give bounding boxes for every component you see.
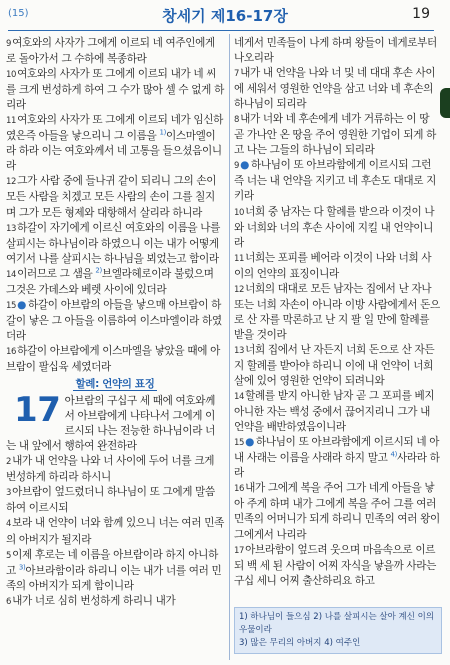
verse-number: 14 bbox=[6, 269, 17, 280]
verse bbox=[6, 298, 224, 344]
verse bbox=[6, 67, 224, 113]
verse-number: 17 bbox=[234, 545, 245, 556]
verse bbox=[6, 344, 224, 375]
verse-text: 내가 그에게 복을 주어 그가 네게 아들을 낳아 주게 하며 내가 그에게 복을 주어 그를 여러 민족의 어머니가 되게 하리니 민족의 여러 왕이 그에게서 나리라 bbox=[234, 482, 440, 541]
verse-text: 사라라 하라 bbox=[234, 452, 440, 480]
verse-text: 너희 집에서 난 자든지 너희 돈으로 산 자든지 할례를 받아야 하리니 이에 내 언약이 너희 살에 있어 영원한 언약이 되려니와 bbox=[234, 343, 435, 388]
chapter-17-verses bbox=[6, 390, 224, 610]
verse-number: 3 bbox=[6, 488, 12, 499]
right-column bbox=[234, 36, 440, 589]
verse-number: 13 bbox=[6, 223, 17, 234]
verse-number: 9 bbox=[234, 161, 240, 172]
verse-text: 너희는 포피를 베어라 이것이 나와 너희 사이의 언약의 표징이니라 bbox=[234, 251, 432, 280]
verse-text: 브엘라헤로이라 불렀으며 그것은 가데스와 베렛 사이에 있더라 bbox=[6, 267, 214, 296]
footnote-line: 3) 많은 무리의 아버지 4) 여주인 bbox=[239, 638, 361, 648]
verse bbox=[6, 594, 224, 610]
verse-text: 여호와의 사자가 또 그에게 이르되 네가 임신하였은즉 아들을 낳으리니 그 이름을 bbox=[6, 114, 224, 143]
page-number: 19 bbox=[412, 6, 430, 22]
verse bbox=[6, 221, 224, 267]
verse-text: 여호와의 사자가 또 그에게 이르되 내가 네 씨를 크게 번성하게 하여 그 수가 많아 셀 수 없게 하리라 bbox=[6, 68, 224, 112]
verse-text: 내가 내 언약을 나와 너 사이에 두어 너를 크게 번성하게 하리라 하시니 bbox=[6, 455, 215, 484]
verse-number: 16 bbox=[234, 484, 245, 495]
verse-number: 12 bbox=[234, 284, 245, 295]
verse-number: 16 bbox=[6, 346, 17, 357]
verse-text: 보라 내 언약이 너와 함께 있으니 너는 여러 민족의 아버지가 될지라 bbox=[6, 517, 224, 546]
footnote-marker: 3) bbox=[18, 563, 26, 572]
verse-number: 15 bbox=[234, 438, 245, 449]
footnote-line: 1) 하나님이 들으심 2) 나를 살피시는 살아 계신 이의 우물이라 bbox=[239, 612, 435, 635]
page-title: 창세기 제16-17장 bbox=[162, 7, 288, 25]
paragraph-bullet-icon: ● bbox=[240, 159, 249, 172]
verse-number: 10 bbox=[234, 207, 245, 218]
footnotes-box bbox=[234, 607, 442, 654]
verse-text: 내가 너로 심히 번성하게 하리니 내가 bbox=[12, 594, 176, 607]
verse-text: 하갈이 아브람의 아들을 낳으매 아브람이 하갈이 낳은 그 아들을 이름하여 이스마엘이라 하였더라 bbox=[6, 298, 222, 342]
verse bbox=[234, 282, 440, 343]
paragraph-bullet-icon: ● bbox=[17, 298, 27, 311]
footnote-marker: 1) bbox=[159, 128, 166, 137]
verse bbox=[234, 481, 440, 542]
page-header bbox=[0, 0, 450, 30]
verse bbox=[6, 36, 224, 67]
verse-text: 내가 내 언약을 나와 너 및 네 대대 후손 사이에 세워서 영원한 언약을 삼고 너와 네 후손의 하나님이 되리라 bbox=[234, 67, 436, 111]
verse-text: 할례를 받지 아니한 남자 곧 그 포피를 베지 아니한 자는 백성 중에서 끊어지리니 그가 내 언약을 배반하였음이니라 bbox=[234, 390, 435, 434]
verse-text: 너희의 대대로 모든 남자는 집에서 난 자나 또는 너희 자손이 아니라 이방 사람에게서 돈으로 산 자를 막론하고 난 지 팔 일 만에 할례를 받을 것이라 bbox=[234, 282, 440, 341]
book-tab bbox=[440, 88, 450, 118]
verse-number: 2 bbox=[6, 457, 12, 468]
verse bbox=[6, 516, 224, 547]
verse-text: 아브람이 엎드렸더니 하나님이 또 그에게 말씀하여 이르시되 bbox=[6, 486, 215, 515]
verse-text: 이러므로 그 샘을 bbox=[17, 267, 96, 280]
verse bbox=[6, 174, 224, 220]
verse-text: 너희 중 남자는 다 할례를 받으라 이것이 나와 너희와 너의 후손 사이에 지킬 내 언약이니라 bbox=[234, 205, 435, 249]
verse-number: 14 bbox=[234, 392, 245, 403]
verse bbox=[234, 389, 440, 435]
section-heading: 할례: 언약의 표징 bbox=[75, 378, 155, 391]
verse bbox=[6, 113, 224, 174]
verse-text: 아브라함이 엎드려 웃으며 마음속으로 이르되 백 세 된 사람이 어찌 자식을 낳을까 사라는 구십 세니 어찌 출산하리요 하고 bbox=[234, 543, 437, 587]
verse-text: 하나님이 또 아브라함에게 이르시되 네 아내 사래는 이름을 사래라 하지 말고 bbox=[234, 436, 440, 465]
verse-text: 하갈이 자기에게 이르신 여호와의 이름을 나를 살피시는 하나님이라 하였으니 이는 내가 어떻게 여기서 나를 살피시는 하나님을 뵈었는고 함이라 bbox=[6, 221, 220, 265]
verse-number: 10 bbox=[6, 70, 17, 81]
verse-number: 9 bbox=[6, 39, 12, 49]
verse bbox=[6, 454, 224, 485]
header-rule bbox=[8, 30, 434, 31]
footnote-marker: 4) bbox=[390, 450, 397, 459]
chapter-marker: (15) bbox=[8, 8, 29, 19]
verse-text: 내가 너와 네 후손에게 네가 거류하는 이 땅 곧 가나안 온 땅을 주어 영원한 기업이 되게 하고 나는 그들의 하나님이 되리라 bbox=[234, 113, 437, 157]
verse-number: 7 bbox=[234, 69, 240, 80]
verse bbox=[234, 543, 440, 589]
verse bbox=[234, 158, 440, 204]
verse-text: 하나님이 또 아브라함에게 이르시되 그런즉 너는 내 언약을 지키고 네 후손도 대대로 지키라 bbox=[234, 159, 437, 203]
chapter-number: 17 bbox=[14, 390, 61, 431]
paragraph-bullet-icon: ● bbox=[245, 436, 255, 449]
verse-number: 13 bbox=[234, 345, 245, 356]
verse-number: 5 bbox=[6, 550, 12, 561]
verse-number: 15 bbox=[6, 300, 17, 311]
verse-number: 6 bbox=[6, 596, 12, 607]
verse bbox=[6, 548, 224, 594]
verse-text: 네게서 민족들이 나게 하며 왕들이 네게로부터 나오리라 bbox=[234, 37, 437, 65]
verse-number: 12 bbox=[6, 177, 17, 188]
column-divider bbox=[229, 34, 230, 660]
footnote-marker: 2) bbox=[95, 266, 102, 275]
verse bbox=[6, 485, 224, 516]
left-column bbox=[6, 36, 224, 610]
verse bbox=[234, 251, 440, 282]
verse-text: 그가 사람 중에 들나귀 같이 되리니 그의 손이 모든 사람을 치겠고 모든 사람의 손이 그를 칠지며 그가 모든 형제와 대항해서 살리라 하니라 bbox=[6, 175, 217, 219]
verse-number: 8 bbox=[234, 115, 240, 126]
verse-text: 아브람의 구십구 세 때에 여호와께서 아브람에게 나타나서 그에게 이르시되 나는 전능한 하나님이라 너는 내 앞에서 행하여 완전하라 bbox=[6, 395, 216, 453]
verse-text: 이제 후로는 네 이름을 아브람이라 하지 아니하고 bbox=[6, 548, 218, 577]
right-verses bbox=[234, 36, 440, 589]
verse-text: 하갈이 아브람에게 이스마엘을 낳았을 때에 아브람이 팔십육 세였더라 bbox=[6, 344, 220, 373]
verse-text: 여호와의 사자가 그에게 이르되 네 여주인에게로 돌아가서 그 수하에 복종하라 bbox=[6, 37, 215, 66]
verse bbox=[234, 66, 440, 112]
verse bbox=[234, 112, 440, 158]
verse bbox=[6, 267, 224, 298]
verse-text: 이스마엘이라 하라 이는 여호와께서 네 고통을 들으셨음이니라 bbox=[6, 130, 222, 173]
verse bbox=[234, 435, 440, 481]
verse bbox=[234, 36, 440, 66]
left-verses bbox=[6, 36, 224, 375]
verse-number: 11 bbox=[234, 253, 245, 264]
verse-text: 아브라함이라 하리니 이는 내가 너를 여러 민족의 아버지가 되게 함이니라 bbox=[6, 564, 222, 592]
verse bbox=[234, 343, 440, 389]
verse-number: 11 bbox=[6, 116, 17, 127]
verse bbox=[234, 205, 440, 251]
verse-number: 4 bbox=[6, 519, 12, 530]
